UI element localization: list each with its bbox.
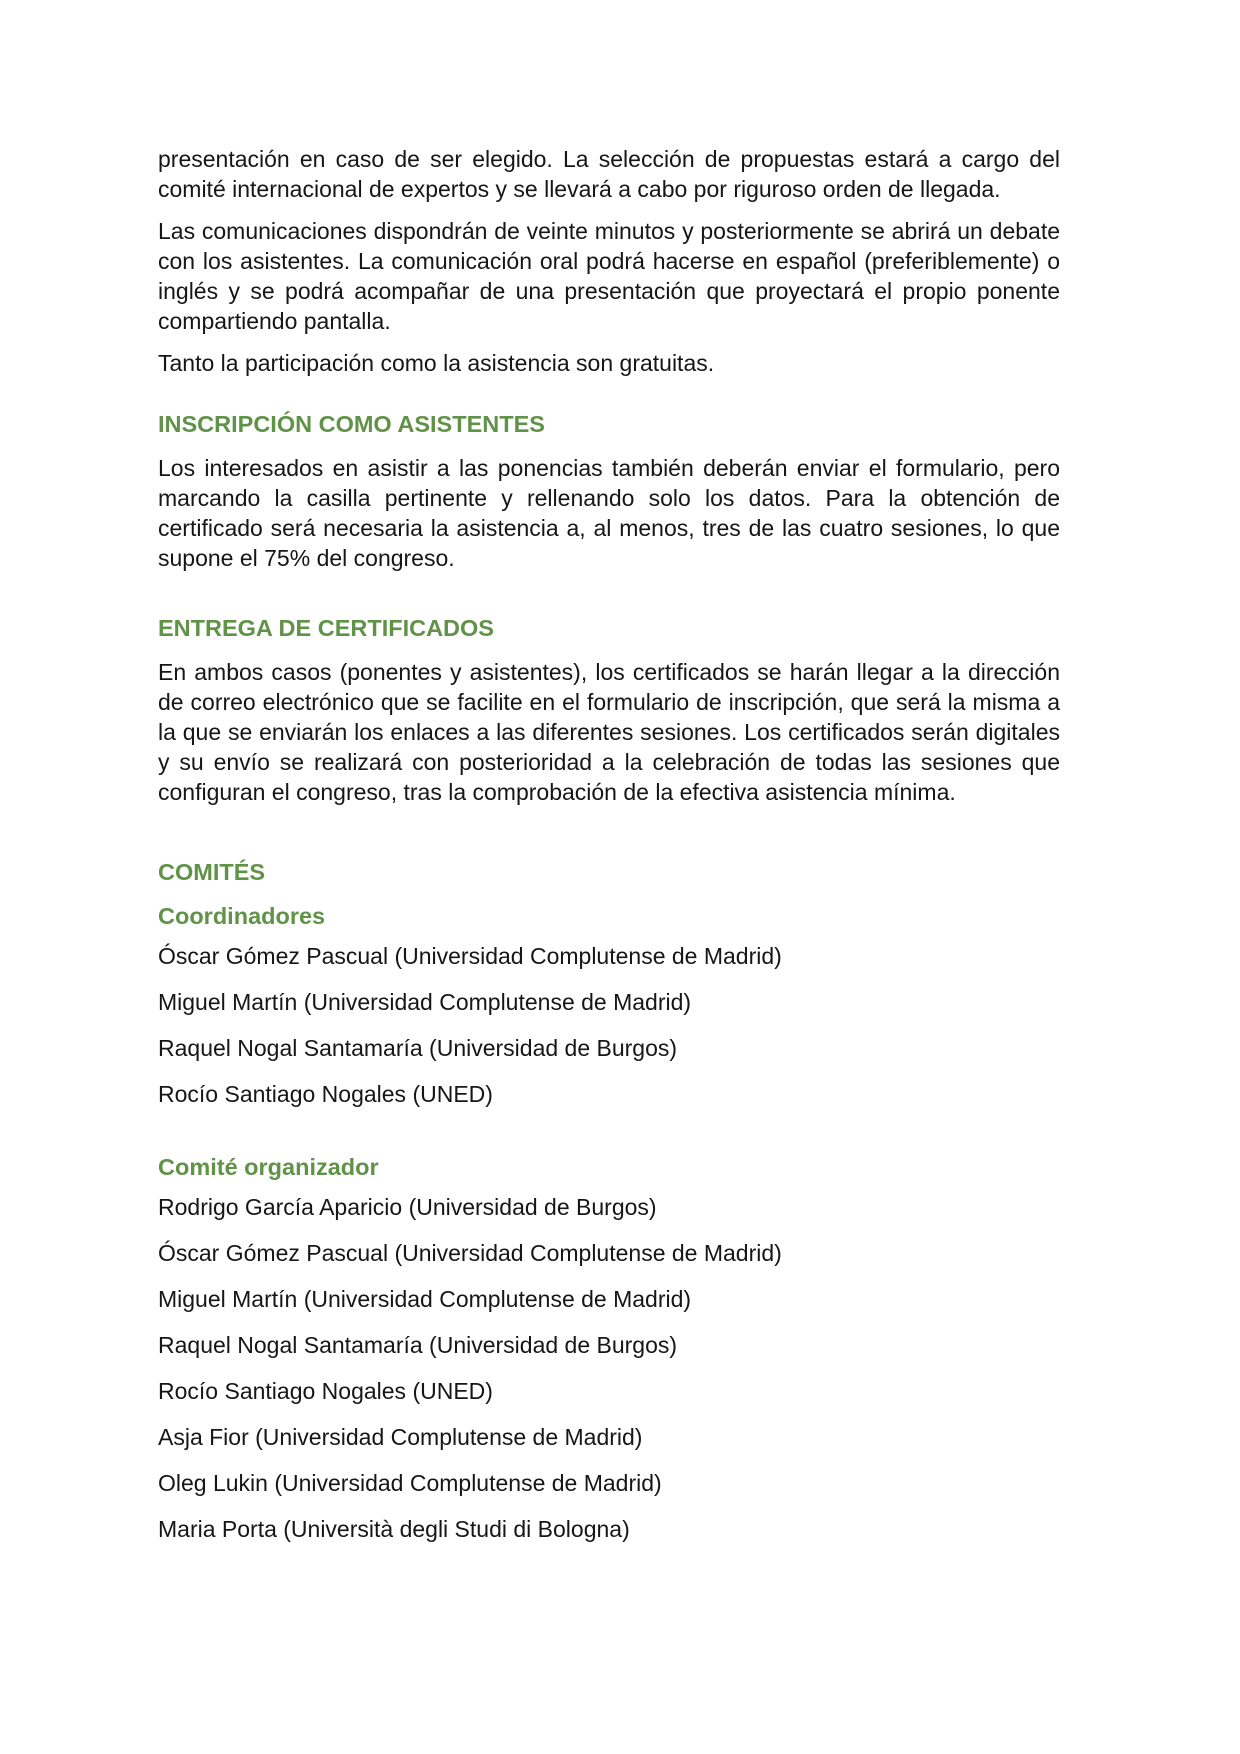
committee-member: Óscar Gómez Pascual (Universidad Complutense de Madrid)	[158, 1240, 782, 1266]
intro-paragraph-1: presentación en caso de ser elegido. La selección de propuestas estará a cargo del comité internacional de expertos y se llevará a cabo por riguroso orden de llegada.	[158, 146, 1060, 202]
subheading-coordinadores: Coordinadores	[158, 903, 326, 929]
committee-member: Raquel Nogal Santamaría (Universidad de Burgos)	[158, 1035, 678, 1061]
committee-member: Rocío Santiago Nogales (UNED)	[158, 1081, 493, 1107]
committee-member: Rocío Santiago Nogales (UNED)	[158, 1378, 493, 1404]
committee-member: Maria Porta (Università degli Studi di Bologna)	[158, 1516, 630, 1542]
organizador-list	[158, 1192, 1060, 1544]
section-heading-inscripcion: INSCRIPCIÓN COMO ASISTENTES	[158, 411, 545, 437]
committee-member: Raquel Nogal Santamaría (Universidad de Burgos)	[158, 1332, 678, 1358]
inscripcion-paragraph: Los interesados en asistir a las ponencias también deberán enviar el formulario, pero marcando la casilla pertinente y rellenando solo los datos. Para la obtención de certificado será necesaria la asistencia a, al menos, tres de las cuatro sesiones, lo que supone el 75% del congreso.	[158, 455, 1060, 571]
committee-member: Óscar Gómez Pascual (Universidad Complutense de Madrid)	[158, 943, 782, 969]
coordinadores-list	[158, 941, 1060, 1109]
intro-paragraph-3: Tanto la participación como la asistencia son gratuitas.	[158, 350, 715, 376]
committee-member: Miguel Martín (Universidad Complutense de Madrid)	[158, 989, 692, 1015]
committee-member: Oleg Lukin (Universidad Complutense de Madrid)	[158, 1470, 662, 1496]
section-heading-certificados: ENTREGA DE CERTIFICADOS	[158, 615, 494, 641]
committee-member: Miguel Martín (Universidad Complutense de Madrid)	[158, 1286, 692, 1312]
subheading-comite-organizador: Comité organizador	[158, 1154, 379, 1180]
section-heading-comites: COMITÉS	[158, 859, 266, 885]
committee-member: Asja Fior (Universidad Complutense de Madrid)	[158, 1424, 643, 1450]
certificados-paragraph: En ambos casos (ponentes y asistentes), los certificados se harán llegar a la dirección de correo electrónico que se facilite en el formulario de inscripción, que será la misma a la que se enviarán los enlaces a las diferentes sesiones. Los certificados serán digitales y su envío se realizará con posterioridad a la celebración de todas las sesiones que configuran el congreso, tras la comprobación de la efectiva asistencia mínima.	[158, 659, 1060, 805]
committee-member: Rodrigo García Aparicio (Universidad de Burgos)	[158, 1194, 657, 1220]
intro-paragraph-2: Las comunicaciones dispondrán de veinte minutos y posteriormente se abrirá un debate con los asistentes. La comunicación oral podrá hacerse en español (preferiblemente) o inglés y se podrá acompañar de una presentación que proyectará el propio ponente compartiendo pantalla.	[158, 218, 1060, 334]
